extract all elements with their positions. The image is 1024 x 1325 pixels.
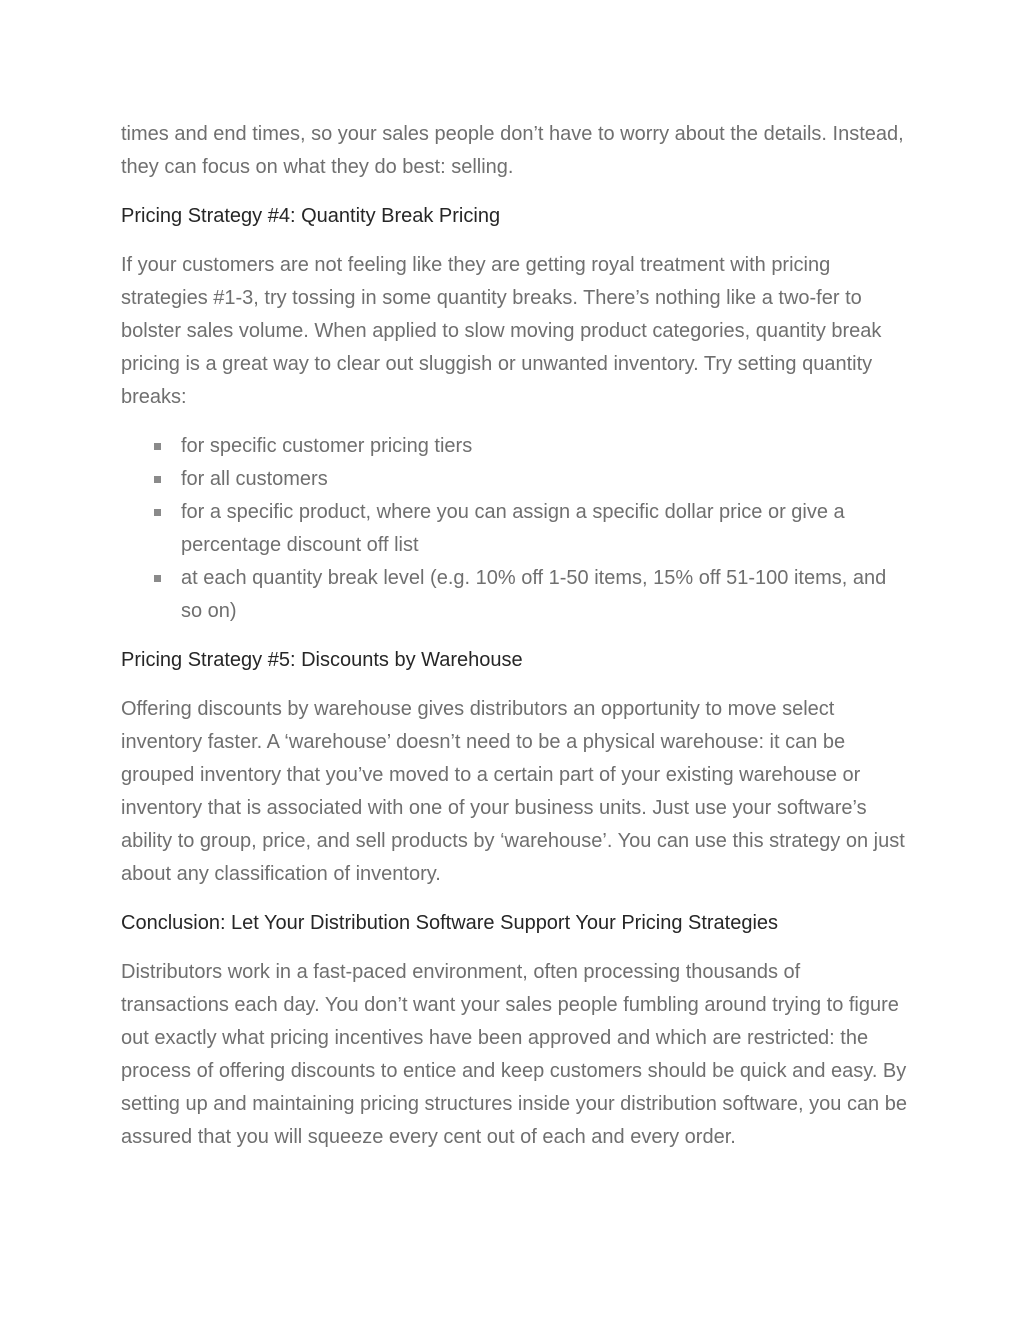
- list-item-text: for a specific product, where you can assign a specific dollar price or give a percentage discount off list: [181, 501, 845, 556]
- quantity-break-list: [121, 430, 911, 628]
- conclusion-heading: Conclusion: Let Your Distribution Software Support Your Pricing Strategies: [121, 912, 779, 934]
- list-item: [121, 562, 911, 628]
- section-5-heading: Pricing Strategy #5: Discounts by Warehouse: [121, 649, 523, 671]
- list-item-text: for all customers: [181, 468, 328, 490]
- conclusion-paragraph: Distributors work in a fast-paced environment, often processing thousands of transactions each day. You don’t want your sales people fumbling around trying to figure out exactly what pricing incentives have been approved and which are restricted: the process of offering discounts to entice and keep customers should be quick and easy. By setting up and maintaining pricing structures inside your distribution software, you can be assured that you will squeeze every cent out of each and every order.: [121, 961, 907, 1148]
- section-4-heading: Pricing Strategy #4: Quantity Break Pricing: [121, 205, 501, 227]
- list-item: [121, 496, 911, 562]
- square-bullet-icon: [154, 476, 161, 483]
- section-5-paragraph: Offering discounts by warehouse gives distributors an opportunity to move select inventory faster. A ‘warehouse’ doesn’t need to be a physical warehouse: it can be grouped inventory that you’ve moved to a certain part of your existing warehouse or inventory that is associated with one of your business units. Just use your software’s ability to group, price, and sell products by ‘warehouse’. You can use this strategy on just about any classification of inventory.: [121, 698, 905, 885]
- list-item-text: at each quantity break level (e.g. 10% off 1-50 items, 15% off 51-100 items, and so on): [181, 567, 887, 622]
- list-item-text: for specific customer pricing tiers: [181, 435, 473, 457]
- list-item: [121, 430, 911, 463]
- square-bullet-icon: [154, 575, 161, 582]
- intro-paragraph: times and end times, so your sales people don’t have to worry about the details. Instead, they can focus on what they do best: selling.: [121, 123, 904, 178]
- list-item: [121, 463, 911, 496]
- document-page: [121, 118, 911, 1170]
- square-bullet-icon: [154, 509, 161, 516]
- section-4-paragraph: If your customers are not feeling like they are getting royal treatment with pricing strategies #1-3, try tossing in some quantity breaks. There’s nothing like a two-fer to bolster sales volume. When applied to slow moving product categories, quantity break pricing is a great way to clear out sluggish or unwanted inventory. Try setting quantity breaks:: [121, 254, 882, 408]
- square-bullet-icon: [154, 443, 161, 450]
